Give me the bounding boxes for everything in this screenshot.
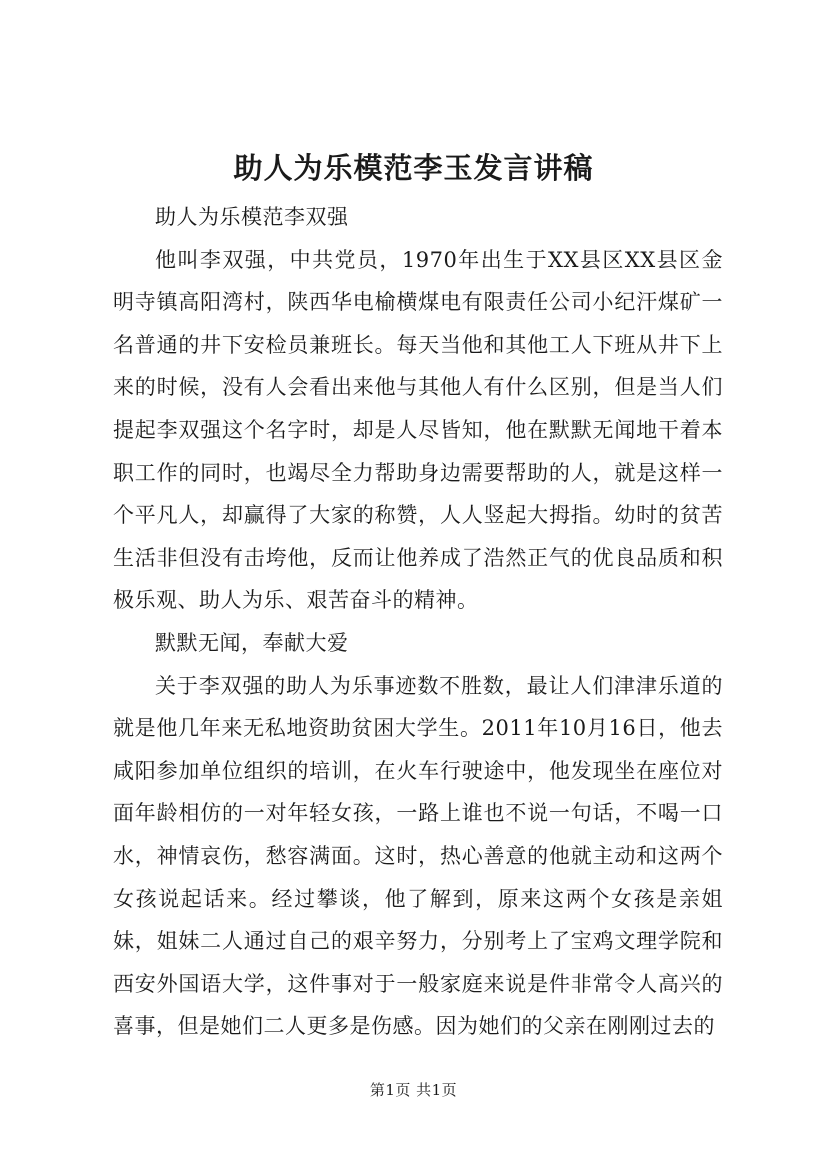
body-paragraph-story: 关于李双强的助人为乐事迹数不胜数，最让人们津津乐道的就是他几年来无私地资助贫困大学生。2011年10月16日，他去咸阳参加单位组织的培训，在火车行驶途中，他发现坐在座位对面年龄相仿的一对年轻女孩，一路上谁也不说一句话，不喝一口水，神情哀伤，愁容满面。这时，热心善意的他就主动和这两个女孩说起话来。经过攀谈，他了解到，原来这两个女孩是亲姐妹，姐妹二人通过自己的艰辛努力，分别考上了宝鸡文理学院和西安外国语大学，这件事对于一般家庭来说是件非常令人高兴的喜事，但是她们二人更多是伤感。因为她们的父亲在刚刚过去的: [113, 673, 723, 1039]
body-paragraph-intro: 他叫李双强，中共党员，1970年出生于XX县区XX县区金明寺镇高阳湾村，陕西华电榆横煤电有限责任公司小纪汗煤矿一名普通的井下安检员兼班长。每天当他和其他工人下班从井下上来的时候，没有人会看出来他与其他人有什么区别，但是当人们提起李双强这个名字时，却是人尽皆知，他在默默无闻地干着本职工作的同时，也竭尽全力帮助身边需要帮助的人，就是这样一个平凡人，却赢得了大家的称赞，人人竖起大拇指。幼时的贫苦生活非但没有击垮他，反而让他养成了浩然正气的优良品质和积极乐观、助人为乐、艰苦奋斗的精神。: [113, 247, 723, 613]
section-heading-paragraph: 默默无闻，奉献大爱: [155, 630, 349, 655]
document-title: 助人为乐模范李玉发言讲稿: [233, 151, 594, 185]
document-body: [113, 196, 723, 1048]
subtitle-paragraph: 助人为乐模范李双强: [155, 205, 349, 229]
page-footer: 第1页 共1页: [369, 1081, 458, 1099]
